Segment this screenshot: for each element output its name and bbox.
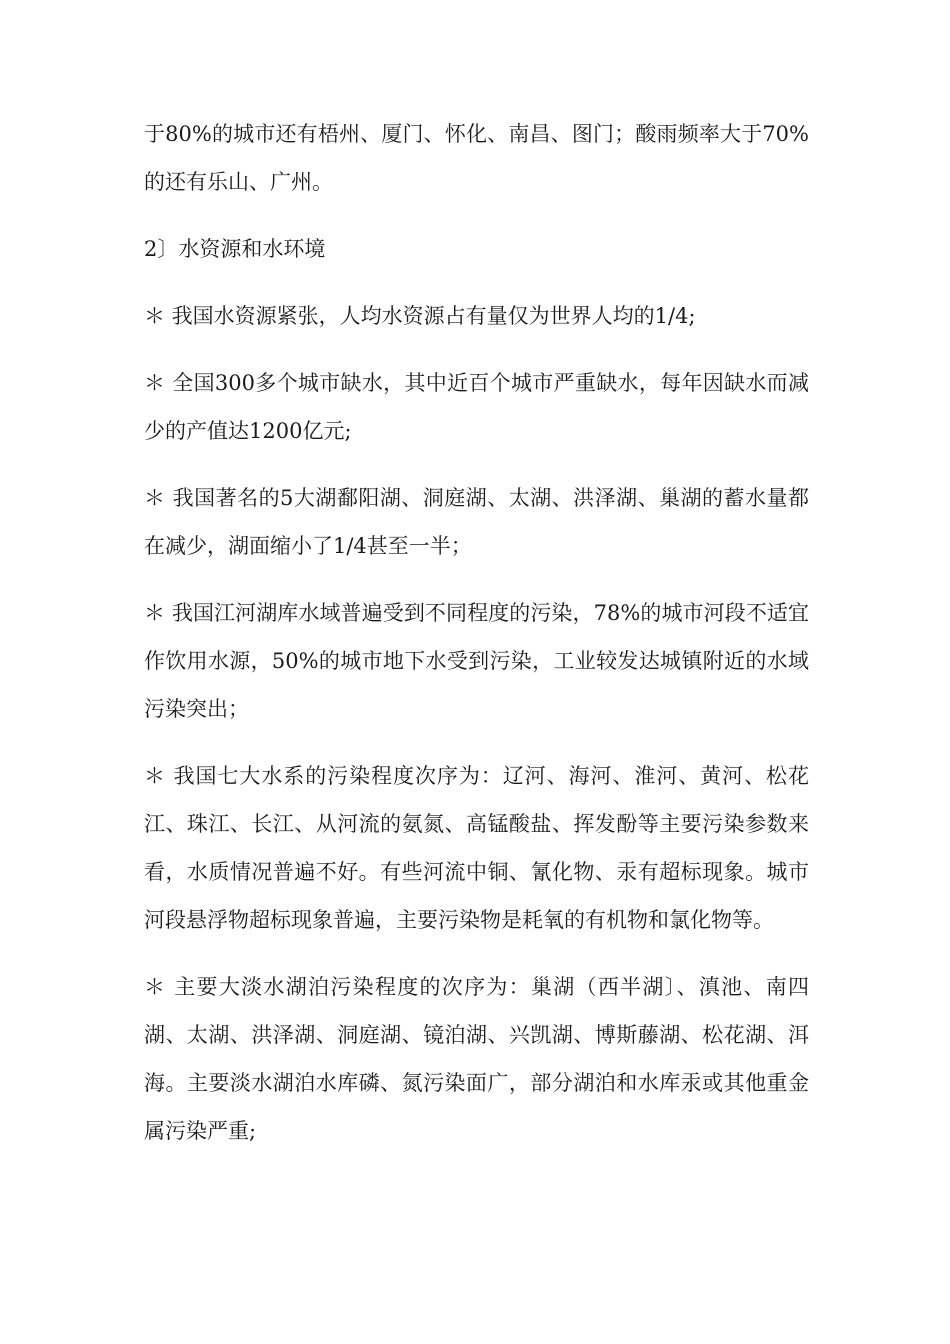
- bullet-five-lakes: ＊ 我国著名的5大湖鄱阳湖、洞庭湖、太湖、洪泽湖、巢湖的蓄水量都在减少，湖面缩小了1/4甚至一半；: [144, 486, 809, 558]
- bullet-river-lake-pollution: ＊ 我国江河湖库水域普遍受到不同程度的污染，78%的城市河段不适宜作饮用水源，50%的城市地下水受到污染，工业较发达城镇附近的水域污染突出；: [144, 601, 809, 721]
- document-body: [144, 110, 809, 1174]
- bullet-freshwater-lakes: ＊ 主要大淡水湖泊污染程度的次序为：巢湖（西半湖〕、滇池、南四湖、太湖、洪泽湖、洞庭湖、镜泊湖、兴凯湖、博斯藤湖、松花湖、洱海。主要淡水湖泊水库磷、氮污染面广，部分湖泊和水库汞或其他重金属污染严重;: [144, 975, 809, 1143]
- section-heading-water-resources: 2〕水资源和水环境: [144, 237, 326, 261]
- bullet-water-shortage: ＊ 我国水资源紧张，人均水资源占有量仅为世界人均的1/4;: [144, 304, 696, 328]
- bullet-seven-river-systems: ＊ 我国七大水系的污染程度次序为：辽河、海河、淮河、黄河、松花江、珠江、长江、从河流的氨氮、高锰酸盐、挥发酚等主要污染参数来看，水质情况普遍不好。有些河流中铜、氰化物、汞有超标现象。城市河段悬浮物超标现象普遍，主要污染物是耗氧的有机物和氯化物等。: [144, 764, 809, 932]
- bullet-city-water-shortage: ＊ 全国300多个城市缺水，其中近百个城市严重缺水，每年因缺水而减少的产值达1200亿元;: [144, 371, 809, 443]
- paragraph-acid-rain-continued: 于80%的城市还有梧州、厦门、怀化、南昌、图门；酸雨频率大于70%的还有乐山、广州。: [144, 122, 809, 194]
